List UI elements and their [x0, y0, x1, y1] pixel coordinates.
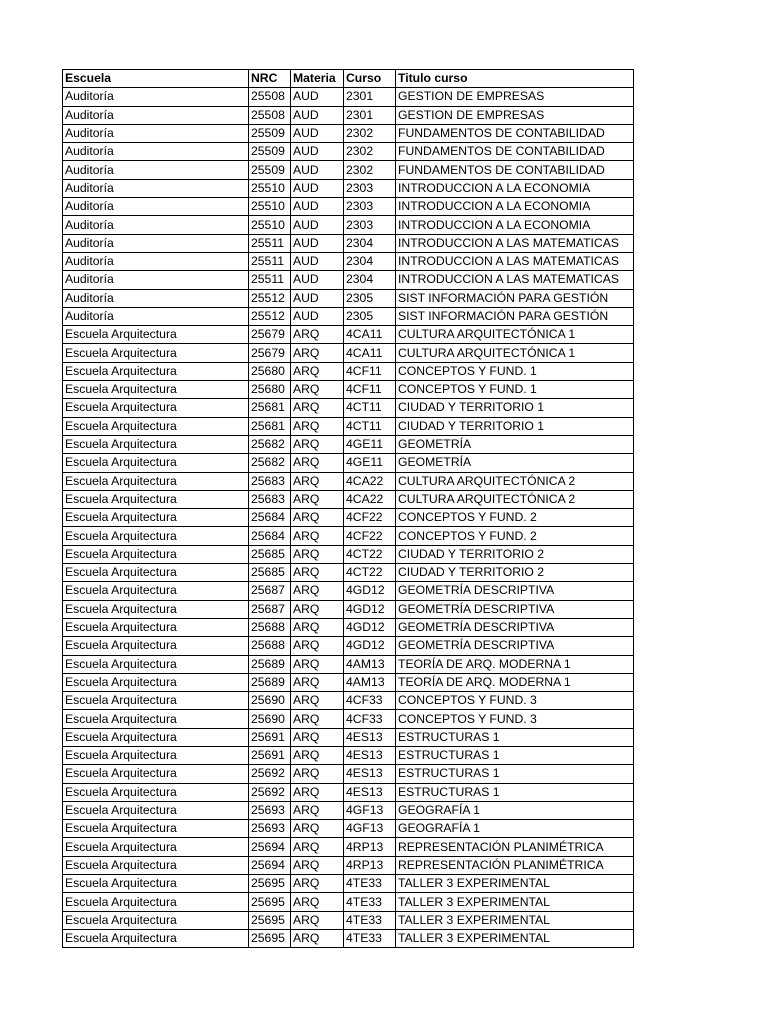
table-row [63, 198, 634, 216]
cell-titulo-curso: ESTRUCTURAS 1 [396, 728, 634, 746]
table-row [63, 289, 634, 307]
cell-materia: AUD [291, 198, 344, 216]
cell-curso: 4CA11 [344, 326, 396, 344]
cell-escuela: Escuela Arquitectura [63, 417, 249, 435]
cell-titulo-curso: CULTURA ARQUITECTÓNICA 2 [396, 490, 634, 508]
cell-nrc: 25512 [249, 307, 291, 325]
cell-nrc: 25508 [249, 88, 291, 106]
cell-curso: 4CF33 [344, 692, 396, 710]
table-row [63, 417, 634, 435]
table-row [63, 545, 634, 563]
cell-titulo-curso: FUNDAMENTOS DE CONTABILIDAD [396, 161, 634, 179]
cell-titulo-curso: TALLER 3 EXPERIMENTAL [396, 875, 634, 893]
cell-escuela: Auditoría [63, 252, 249, 270]
cell-curso: 4CF11 [344, 381, 396, 399]
cell-curso: 2302 [344, 143, 396, 161]
table-row [63, 216, 634, 234]
cell-escuela: Auditoría [63, 124, 249, 142]
cell-materia: ARQ [291, 856, 344, 874]
cell-nrc: 25679 [249, 344, 291, 362]
cell-nrc: 25511 [249, 252, 291, 270]
cell-escuela: Escuela Arquitectura [63, 362, 249, 380]
header-titulo-curso: Titulo curso [396, 70, 634, 88]
table-row [63, 692, 634, 710]
table-row [63, 527, 634, 545]
cell-titulo-curso: TEORÍA DE ARQ. MODERNA 1 [396, 673, 634, 691]
cell-materia: ARQ [291, 326, 344, 344]
cell-materia: AUD [291, 161, 344, 179]
cell-titulo-curso: CULTURA ARQUITECTÓNICA 1 [396, 326, 634, 344]
cell-escuela: Escuela Arquitectura [63, 692, 249, 710]
cell-escuela: Escuela Arquitectura [63, 746, 249, 764]
cell-materia: ARQ [291, 582, 344, 600]
cell-titulo-curso: FUNDAMENTOS DE CONTABILIDAD [396, 143, 634, 161]
table-row [63, 271, 634, 289]
cell-titulo-curso: CONCEPTOS Y FUND. 2 [396, 527, 634, 545]
table-row [63, 124, 634, 142]
cell-escuela: Escuela Arquitectura [63, 893, 249, 911]
cell-curso: 2304 [344, 252, 396, 270]
cell-nrc: 25690 [249, 692, 291, 710]
cell-materia: ARQ [291, 728, 344, 746]
cell-curso: 2303 [344, 198, 396, 216]
cell-curso: 2304 [344, 271, 396, 289]
cell-escuela: Escuela Arquitectura [63, 326, 249, 344]
cell-nrc: 25508 [249, 106, 291, 124]
cell-materia: AUD [291, 271, 344, 289]
cell-materia: ARQ [291, 490, 344, 508]
cell-titulo-curso: INTRODUCCION A LAS MATEMATICAS [396, 252, 634, 270]
cell-curso: 4ES13 [344, 783, 396, 801]
table-row [63, 838, 634, 856]
cell-escuela: Escuela Arquitectura [63, 582, 249, 600]
table-row [63, 765, 634, 783]
cell-curso: 2304 [344, 234, 396, 252]
cell-titulo-curso: GEOGRAFÍA 1 [396, 801, 634, 819]
table-row [63, 307, 634, 325]
cell-escuela: Escuela Arquitectura [63, 637, 249, 655]
cell-materia: ARQ [291, 673, 344, 691]
cell-escuela: Auditoría [63, 106, 249, 124]
header-materia: Materia [291, 70, 344, 88]
cell-curso: 4CT22 [344, 545, 396, 563]
cell-escuela: Escuela Arquitectura [63, 911, 249, 929]
cell-materia: ARQ [291, 801, 344, 819]
table-row [63, 399, 634, 417]
table-row [63, 179, 634, 197]
table-row [63, 326, 634, 344]
table-row [63, 143, 634, 161]
cell-materia: ARQ [291, 545, 344, 563]
table-row [63, 600, 634, 618]
cell-titulo-curso: GEOMETRÍA [396, 454, 634, 472]
cell-nrc: 25691 [249, 746, 291, 764]
cell-titulo-curso: GEOMETRÍA DESCRIPTIVA [396, 600, 634, 618]
cell-nrc: 25683 [249, 472, 291, 490]
cell-escuela: Auditoría [63, 234, 249, 252]
cell-titulo-curso: GEOMETRÍA DESCRIPTIVA [396, 582, 634, 600]
cell-materia: ARQ [291, 655, 344, 673]
cell-titulo-curso: CIUDAD Y TERRITORIO 1 [396, 417, 634, 435]
cell-materia: AUD [291, 252, 344, 270]
cell-nrc: 25692 [249, 783, 291, 801]
cell-materia: ARQ [291, 820, 344, 838]
cell-titulo-curso: TEORÍA DE ARQ. MODERNA 1 [396, 655, 634, 673]
cell-nrc: 25691 [249, 728, 291, 746]
cell-nrc: 25685 [249, 564, 291, 582]
cell-escuela: Auditoría [63, 143, 249, 161]
cell-titulo-curso: ESTRUCTURAS 1 [396, 783, 634, 801]
cell-escuela: Escuela Arquitectura [63, 600, 249, 618]
cell-titulo-curso: INTRODUCCION A LA ECONOMIA [396, 216, 634, 234]
cell-nrc: 25684 [249, 527, 291, 545]
cell-escuela: Escuela Arquitectura [63, 728, 249, 746]
cell-materia: ARQ [291, 929, 344, 947]
cell-titulo-curso: INTRODUCCION A LAS MATEMATICAS [396, 271, 634, 289]
cell-escuela: Auditoría [63, 198, 249, 216]
cell-titulo-curso: CIUDAD Y TERRITORIO 2 [396, 545, 634, 563]
table-row [63, 710, 634, 728]
cell-nrc: 25680 [249, 381, 291, 399]
cell-curso: 4ES13 [344, 765, 396, 783]
cell-titulo-curso: INTRODUCCION A LAS MATEMATICAS [396, 234, 634, 252]
cell-escuela: Escuela Arquitectura [63, 618, 249, 636]
table-row [63, 454, 634, 472]
cell-curso: 4TE33 [344, 911, 396, 929]
cell-nrc: 25692 [249, 765, 291, 783]
cell-titulo-curso: CIUDAD Y TERRITORIO 1 [396, 399, 634, 417]
cell-materia: ARQ [291, 381, 344, 399]
cell-materia: ARQ [291, 618, 344, 636]
cell-escuela: Escuela Arquitectura [63, 381, 249, 399]
cell-curso: 4CF11 [344, 362, 396, 380]
cell-escuela: Escuela Arquitectura [63, 801, 249, 819]
cell-escuela: Auditoría [63, 216, 249, 234]
cell-curso: 4CF33 [344, 710, 396, 728]
cell-titulo-curso: REPRESENTACIÓN PLANIMÉTRICA [396, 838, 634, 856]
cell-nrc: 25681 [249, 399, 291, 417]
header-nrc: NRC [249, 70, 291, 88]
table-body [63, 88, 634, 948]
table-row [63, 509, 634, 527]
table-header [63, 70, 634, 88]
cell-titulo-curso: SIST INFORMACIÓN PARA GESTIÓN [396, 307, 634, 325]
cell-escuela: Escuela Arquitectura [63, 710, 249, 728]
table-row [63, 728, 634, 746]
cell-nrc: 25684 [249, 509, 291, 527]
cell-curso: 4GF13 [344, 820, 396, 838]
cell-nrc: 25695 [249, 875, 291, 893]
cell-nrc: 25680 [249, 362, 291, 380]
cell-nrc: 25690 [249, 710, 291, 728]
cell-curso: 2305 [344, 289, 396, 307]
cell-titulo-curso: FUNDAMENTOS DE CONTABILIDAD [396, 124, 634, 142]
cell-escuela: Auditoría [63, 271, 249, 289]
cell-curso: 2303 [344, 216, 396, 234]
cell-escuela: Auditoría [63, 179, 249, 197]
cell-escuela: Auditoría [63, 307, 249, 325]
cell-escuela: Escuela Arquitectura [63, 838, 249, 856]
table-row [63, 673, 634, 691]
cell-materia: ARQ [291, 527, 344, 545]
cell-materia: ARQ [291, 746, 344, 764]
cell-nrc: 25688 [249, 618, 291, 636]
cell-escuela: Auditoría [63, 289, 249, 307]
table-row [63, 637, 634, 655]
table-row [63, 618, 634, 636]
cell-materia: ARQ [291, 710, 344, 728]
table-row [63, 929, 634, 947]
cell-nrc: 25689 [249, 655, 291, 673]
table-row [63, 472, 634, 490]
cell-curso: 4AM13 [344, 655, 396, 673]
cell-curso: 4ES13 [344, 746, 396, 764]
cell-curso: 4TE33 [344, 929, 396, 947]
cell-materia: ARQ [291, 472, 344, 490]
cell-titulo-curso: GEOMETRÍA [396, 435, 634, 453]
cell-curso: 4GD12 [344, 582, 396, 600]
cell-curso: 4GD12 [344, 637, 396, 655]
cell-curso: 4RP13 [344, 838, 396, 856]
cell-nrc: 25687 [249, 582, 291, 600]
table-row [63, 362, 634, 380]
cell-titulo-curso: INTRODUCCION A LA ECONOMIA [396, 179, 634, 197]
cell-curso: 2302 [344, 161, 396, 179]
cell-nrc: 25511 [249, 271, 291, 289]
cell-escuela: Escuela Arquitectura [63, 564, 249, 582]
cell-titulo-curso: CONCEPTOS Y FUND. 1 [396, 362, 634, 380]
cell-materia: AUD [291, 179, 344, 197]
course-table-container [62, 69, 633, 948]
cell-curso: 2301 [344, 106, 396, 124]
cell-titulo-curso: REPRESENTACIÓN PLANIMÉTRICA [396, 856, 634, 874]
table-row [63, 875, 634, 893]
cell-titulo-curso: GEOMETRÍA DESCRIPTIVA [396, 637, 634, 655]
cell-titulo-curso: TALLER 3 EXPERIMENTAL [396, 911, 634, 929]
course-table [62, 69, 634, 948]
header-escuela: Escuela [63, 70, 249, 88]
cell-curso: 4ES13 [344, 728, 396, 746]
cell-nrc: 25694 [249, 856, 291, 874]
cell-curso: 4CF22 [344, 509, 396, 527]
cell-escuela: Escuela Arquitectura [63, 929, 249, 947]
cell-curso: 4CA22 [344, 472, 396, 490]
cell-nrc: 25685 [249, 545, 291, 563]
cell-titulo-curso: INTRODUCCION A LA ECONOMIA [396, 198, 634, 216]
cell-escuela: Escuela Arquitectura [63, 509, 249, 527]
cell-titulo-curso: ESTRUCTURAS 1 [396, 765, 634, 783]
cell-materia: ARQ [291, 893, 344, 911]
cell-escuela: Escuela Arquitectura [63, 527, 249, 545]
cell-nrc: 25695 [249, 911, 291, 929]
cell-materia: ARQ [291, 344, 344, 362]
cell-titulo-curso: TALLER 3 EXPERIMENTAL [396, 893, 634, 911]
cell-nrc: 25682 [249, 454, 291, 472]
table-row [63, 856, 634, 874]
cell-materia: ARQ [291, 783, 344, 801]
cell-materia: ARQ [291, 399, 344, 417]
cell-materia: AUD [291, 234, 344, 252]
cell-materia: ARQ [291, 765, 344, 783]
cell-escuela: Escuela Arquitectura [63, 545, 249, 563]
cell-materia: AUD [291, 216, 344, 234]
table-row [63, 490, 634, 508]
table-row [63, 582, 634, 600]
cell-materia: ARQ [291, 600, 344, 618]
cell-escuela: Escuela Arquitectura [63, 765, 249, 783]
cell-escuela: Escuela Arquitectura [63, 655, 249, 673]
cell-nrc: 25694 [249, 838, 291, 856]
cell-escuela: Auditoría [63, 161, 249, 179]
cell-curso: 2305 [344, 307, 396, 325]
cell-materia: ARQ [291, 838, 344, 856]
cell-curso: 2301 [344, 88, 396, 106]
cell-nrc: 25681 [249, 417, 291, 435]
cell-materia: ARQ [291, 692, 344, 710]
header-curso: Curso [344, 70, 396, 88]
cell-nrc: 25510 [249, 198, 291, 216]
cell-nrc: 25688 [249, 637, 291, 655]
cell-titulo-curso: CIUDAD Y TERRITORIO 2 [396, 564, 634, 582]
table-row [63, 88, 634, 106]
cell-curso: 2302 [344, 124, 396, 142]
table-row [63, 655, 634, 673]
cell-nrc: 25687 [249, 600, 291, 618]
table-row [63, 234, 634, 252]
cell-escuela: Escuela Arquitectura [63, 783, 249, 801]
cell-materia: ARQ [291, 637, 344, 655]
cell-curso: 4CT11 [344, 417, 396, 435]
cell-curso: 4TE33 [344, 875, 396, 893]
cell-titulo-curso: CONCEPTOS Y FUND. 3 [396, 710, 634, 728]
cell-nrc: 25510 [249, 216, 291, 234]
cell-materia: AUD [291, 124, 344, 142]
table-row [63, 435, 634, 453]
table-row [63, 106, 634, 124]
cell-titulo-curso: GEOMETRÍA DESCRIPTIVA [396, 618, 634, 636]
table-row [63, 564, 634, 582]
cell-materia: AUD [291, 106, 344, 124]
cell-nrc: 25679 [249, 326, 291, 344]
cell-escuela: Escuela Arquitectura [63, 435, 249, 453]
table-row [63, 161, 634, 179]
cell-nrc: 25693 [249, 801, 291, 819]
cell-nrc: 25509 [249, 143, 291, 161]
cell-materia: AUD [291, 143, 344, 161]
cell-materia: ARQ [291, 435, 344, 453]
cell-nrc: 25695 [249, 893, 291, 911]
cell-curso: 4CT11 [344, 399, 396, 417]
cell-escuela: Escuela Arquitectura [63, 490, 249, 508]
cell-titulo-curso: CULTURA ARQUITECTÓNICA 1 [396, 344, 634, 362]
cell-curso: 4CA22 [344, 490, 396, 508]
cell-materia: ARQ [291, 911, 344, 929]
cell-escuela: Escuela Arquitectura [63, 344, 249, 362]
cell-materia: AUD [291, 307, 344, 325]
cell-titulo-curso: CONCEPTOS Y FUND. 2 [396, 509, 634, 527]
cell-titulo-curso: GEOGRAFÍA 1 [396, 820, 634, 838]
table-row [63, 252, 634, 270]
cell-escuela: Escuela Arquitectura [63, 399, 249, 417]
cell-curso: 4CA11 [344, 344, 396, 362]
cell-curso: 4GF13 [344, 801, 396, 819]
cell-materia: ARQ [291, 417, 344, 435]
cell-titulo-curso: CONCEPTOS Y FUND. 3 [396, 692, 634, 710]
cell-materia: ARQ [291, 362, 344, 380]
table-row [63, 381, 634, 399]
cell-titulo-curso: CULTURA ARQUITECTÓNICA 2 [396, 472, 634, 490]
table-row [63, 820, 634, 838]
cell-nrc: 25510 [249, 179, 291, 197]
cell-curso: 2303 [344, 179, 396, 197]
table-row [63, 746, 634, 764]
cell-nrc: 25511 [249, 234, 291, 252]
cell-curso: 4TE33 [344, 893, 396, 911]
cell-curso: 4GD12 [344, 600, 396, 618]
cell-titulo-curso: GESTION DE EMPRESAS [396, 106, 634, 124]
table-row [63, 783, 634, 801]
cell-titulo-curso: SIST INFORMACIÓN PARA GESTIÓN [396, 289, 634, 307]
cell-escuela: Escuela Arquitectura [63, 875, 249, 893]
cell-escuela: Escuela Arquitectura [63, 454, 249, 472]
cell-nrc: 25512 [249, 289, 291, 307]
header-row [63, 70, 634, 88]
table-row [63, 911, 634, 929]
cell-nrc: 25689 [249, 673, 291, 691]
table-row [63, 893, 634, 911]
cell-curso: 4GE11 [344, 435, 396, 453]
cell-materia: ARQ [291, 564, 344, 582]
cell-escuela: Auditoría [63, 88, 249, 106]
cell-materia: ARQ [291, 509, 344, 527]
cell-escuela: Escuela Arquitectura [63, 856, 249, 874]
cell-nrc: 25509 [249, 124, 291, 142]
cell-materia: ARQ [291, 454, 344, 472]
table-row [63, 801, 634, 819]
cell-titulo-curso: CONCEPTOS Y FUND. 1 [396, 381, 634, 399]
cell-nrc: 25693 [249, 820, 291, 838]
cell-curso: 4GD12 [344, 618, 396, 636]
cell-titulo-curso: ESTRUCTURAS 1 [396, 746, 634, 764]
cell-titulo-curso: TALLER 3 EXPERIMENTAL [396, 929, 634, 947]
cell-curso: 4RP13 [344, 856, 396, 874]
cell-nrc: 25509 [249, 161, 291, 179]
cell-materia: AUD [291, 289, 344, 307]
cell-escuela: Escuela Arquitectura [63, 673, 249, 691]
cell-escuela: Escuela Arquitectura [63, 472, 249, 490]
cell-nrc: 25683 [249, 490, 291, 508]
cell-nrc: 25695 [249, 929, 291, 947]
cell-nrc: 25682 [249, 435, 291, 453]
cell-materia: ARQ [291, 875, 344, 893]
cell-titulo-curso: GESTION DE EMPRESAS [396, 88, 634, 106]
cell-curso: 4CT22 [344, 564, 396, 582]
cell-curso: 4GE11 [344, 454, 396, 472]
table-row [63, 344, 634, 362]
cell-materia: AUD [291, 88, 344, 106]
cell-curso: 4CF22 [344, 527, 396, 545]
cell-curso: 4AM13 [344, 673, 396, 691]
cell-escuela: Escuela Arquitectura [63, 820, 249, 838]
